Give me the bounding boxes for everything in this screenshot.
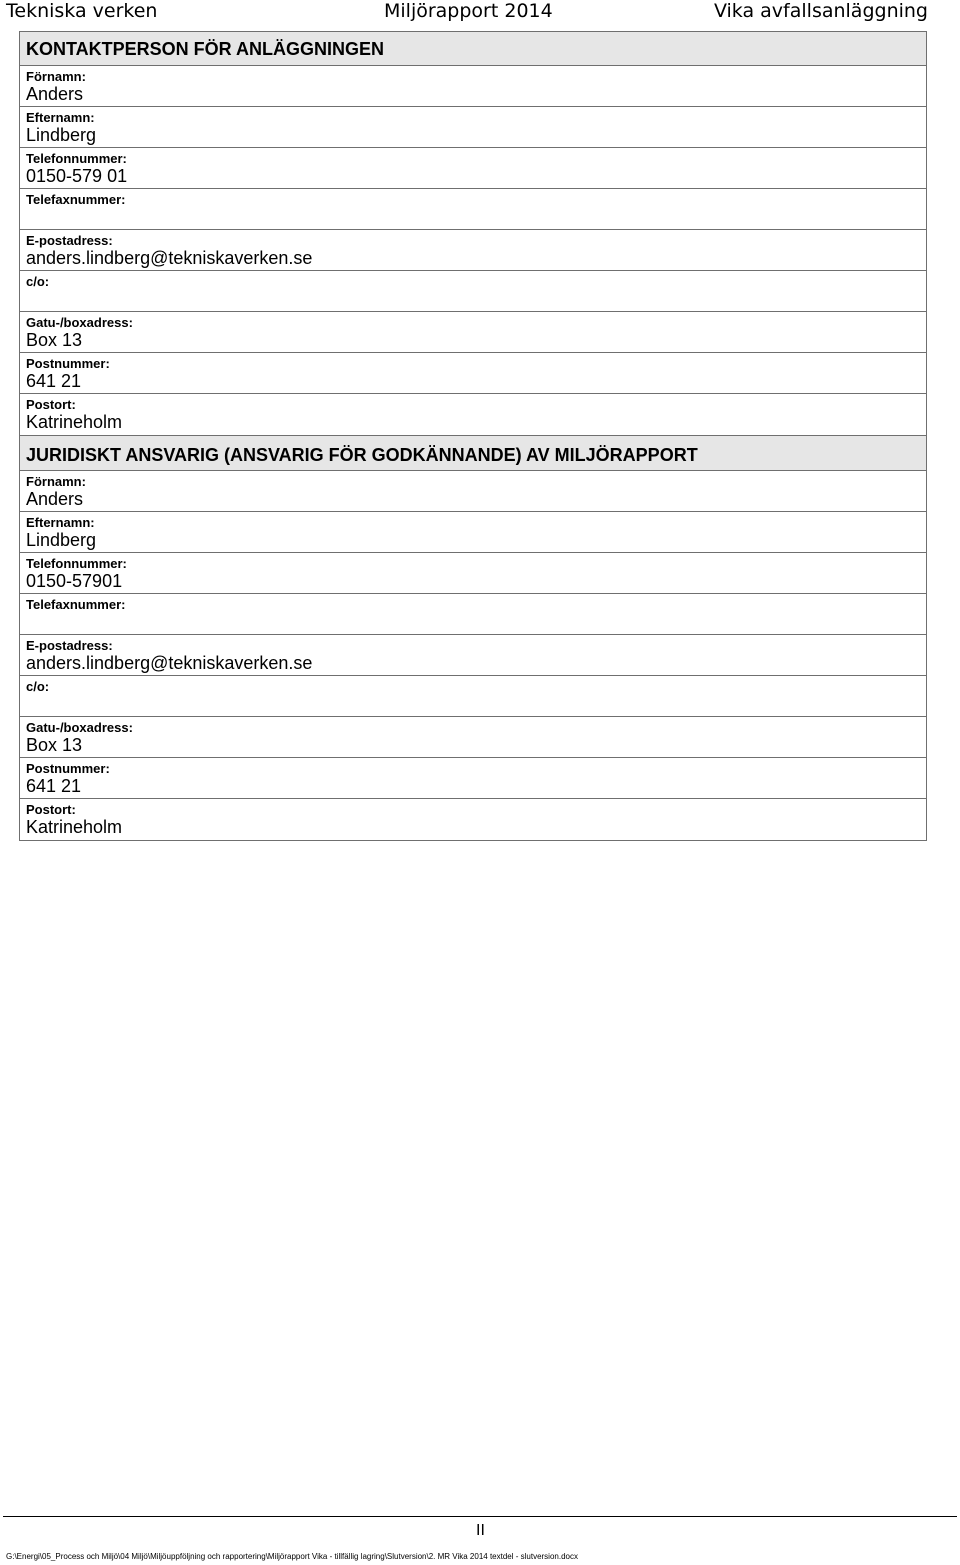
contact-fields (20, 66, 926, 435)
header-facility: Vika avfallsanläggning (713, 0, 928, 22)
field-label: E-postadress: (26, 233, 113, 248)
field-street-address (20, 717, 926, 758)
field-label: Gatu-/boxadress: (26, 720, 133, 735)
footer-file-path: G:\Energi\05_Process och Miljö\04 Miljö\Miljöuppföljning och rapportering\Miljörapport Vika - tillfällig lagring\Slutversion\2. MR Vika 2014 textdel - slutversion.docx (6, 1552, 578, 1561)
field-value: Lindberg (26, 530, 97, 550)
page-header (0, 0, 960, 24)
legal-fields (20, 471, 926, 840)
field-label: c/o: (26, 274, 50, 289)
contact-form-table (19, 31, 927, 841)
field-label: Efternamn: (26, 110, 95, 125)
field-phone (20, 553, 926, 594)
field-label: Postnummer: (26, 356, 110, 371)
field-postal-code (20, 758, 926, 799)
field-value: Box 13 (26, 330, 83, 350)
field-last-name (20, 512, 926, 553)
section-heading-legal: JURIDISKT ANSVARIG (ANSVARIG FÖR GODKÄNNANDE) AV MILJÖRAPPORT (20, 435, 926, 471)
field-city (20, 799, 926, 840)
field-label: Telefaxnummer: (26, 597, 126, 612)
field-label: Förnamn: (26, 69, 86, 84)
header-organization: Tekniska verken (6, 0, 158, 22)
field-value: anders.lindberg@tekniskaverken.se (26, 653, 313, 673)
field-email (20, 635, 926, 676)
field-street-address (20, 312, 926, 353)
field-email (20, 230, 926, 271)
field-label: Postort: (26, 397, 76, 412)
field-value: Anders (26, 84, 84, 104)
field-fax (20, 189, 926, 230)
field-value: Box 13 (26, 735, 83, 755)
field-postal-code (20, 353, 926, 394)
field-label: Postnummer: (26, 761, 110, 776)
footer-divider (3, 1516, 957, 1517)
page-number: II (476, 1522, 485, 1539)
field-label: E-postadress: (26, 638, 113, 653)
field-label: Efternamn: (26, 515, 95, 530)
field-label: Postort: (26, 802, 76, 817)
field-value: 0150-579 01 (26, 166, 128, 186)
field-value: 641 21 (26, 776, 82, 796)
field-label: Gatu-/boxadress: (26, 315, 133, 330)
field-last-name (20, 107, 926, 148)
field-value: Katrineholm (26, 817, 123, 837)
field-value: anders.lindberg@tekniskaverken.se (26, 248, 313, 268)
field-first-name (20, 471, 926, 512)
field-city (20, 394, 926, 435)
field-label: Telefonnummer: (26, 151, 127, 166)
field-value: 641 21 (26, 371, 82, 391)
field-co (20, 676, 926, 717)
field-label: Förnamn: (26, 474, 86, 489)
field-co (20, 271, 926, 312)
header-report-title: Miljörapport 2014 (384, 0, 553, 22)
field-value: Lindberg (26, 125, 97, 145)
section-heading-contact: KONTAKTPERSON FÖR ANLÄGGNINGEN (20, 32, 926, 66)
field-label: Telefaxnummer: (26, 192, 126, 207)
field-label: Telefonnummer: (26, 556, 127, 571)
field-value: 0150-57901 (26, 571, 123, 591)
field-label: c/o: (26, 679, 50, 694)
field-value: Katrineholm (26, 412, 123, 432)
field-first-name (20, 66, 926, 107)
field-phone (20, 148, 926, 189)
field-value: Anders (26, 489, 84, 509)
field-fax (20, 594, 926, 635)
